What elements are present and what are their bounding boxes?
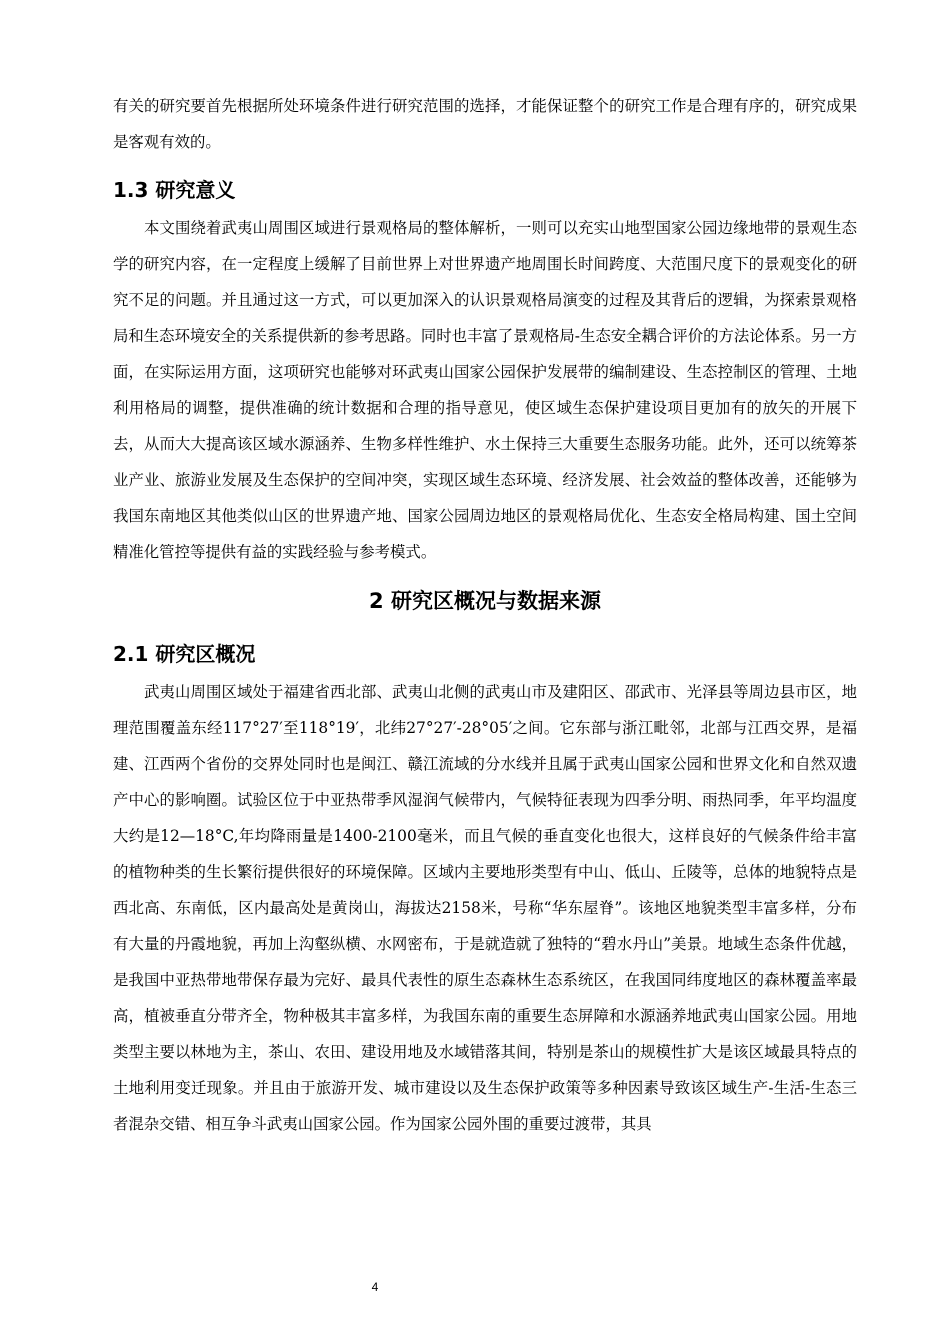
page-number: 4: [371, 1280, 379, 1294]
section-heading-1-3: 1.3 研究意义: [113, 178, 236, 202]
page-content: [113, 88, 857, 1142]
chapter-heading-2: 2 研究区概况与数据来源: [369, 589, 601, 613]
section-1-3-paragraph: 本文围绕着武夷山周围区域进行景观格局的整体解析，一则可以充实山地型国家公园边缘地带的景观生态学的研究内容，在一定程度上缓解了目前世界上对世界遗产地周围长时间跨度、大范围尺度下的景观变化的研究不足的问题。并且通过这一方式，可以更加深入的认识景观格局演变的过程及其背后的逻辑，为探索景观格局和生态环境安全的关系提供新的参考思路。同时也丰富了景观格局-生态安全耦合评价的方法论体系。另一方面，在实际运用方面，这项研究也能够对环武夷山国家公园保护发展带的编制建设、生态控制区的管理、土地利用格局的调整，提供准确的统计数据和合理的指导意见，使区域生态保护建设项目更加有的放矢的开展下去，从而大大提高该区域水源涵养、生物多样性维护、水土保持三大重要生态服务功能。此外，还可以统筹茶业产业、旅游业发展及生态保护的空间冲突，实现区域生态环境、经济发展、社会效益的整体改善，还能够为我国东南地区其他类似山区的世界遗产地、国家公园周边地区的景观格局优化、生态安全格局构建、国土空间精准化管控等提供有益的实践经验与参考模式。: [113, 219, 857, 561]
section-heading-2-1: 2.1 研究区概况: [113, 642, 256, 666]
section-2-1-paragraph: 武夷山周围区域处于福建省西北部、武夷山北侧的武夷山市及建阳区、邵武市、光泽县等周边县市区，地理范围覆盖东经117°27′至118°19′，北纬27°27′-28°05′之间。它东部与浙江毗邻，北部与江西交界，是福建、江西两个省份的交界处同时也是闽江、赣江流域的分水线并且属于武夷山国家公园和世界文化和自然双遗产中心的影响圈。试验区位于中亚热带季风湿润气候带内，气候特征表现为四季分明、雨热同季，年平均温度大约是12—18°C,年均降雨量是1400-2100毫米，而且气候的垂直变化也很大，这样良好的气候条件给丰富的植物种类的生长繁衍提供很好的环境保障。区域内主要地形类型有中山、低山、丘陵等，总体的地貌特点是西北高、东南低，区内最高处是黄岗山，海拔达2158米，号称“华东屋脊”。该地区地貌类型丰富多样，分布有大量的丹霞地貌，再加上沟壑纵横、水网密布，于是就造就了独特的“碧水丹山”美景。地域生态条件优越，是我国中亚热带地带保存最为完好、最具代表性的原生态森林生态系统区，在我国同纬度地区的森林覆盖率最高，植被垂直分带齐全，物种极其丰富多样，为我国东南的重要生态屏障和水源涵养地武夷山国家公园。用地类型主要以林地为主，茶山、农田、建设用地及水域错落其间，特别是茶山的规模性扩大是该区域最具特点的土地利用变迁现象。并且由于旅游开发、城市建设以及生态保护政策等多种因素导致该区域生产-生活-生态三者混杂交错、相互争斗武夷山国家公园。作为国家公园外围的重要过渡带，其具: [113, 683, 857, 1133]
intro-paragraph: 有关的研究要首先根据所处环境条件进行研究范围的选择，才能保证整个的研究工作是合理有序的，研究成果是客观有效的。: [113, 97, 857, 151]
